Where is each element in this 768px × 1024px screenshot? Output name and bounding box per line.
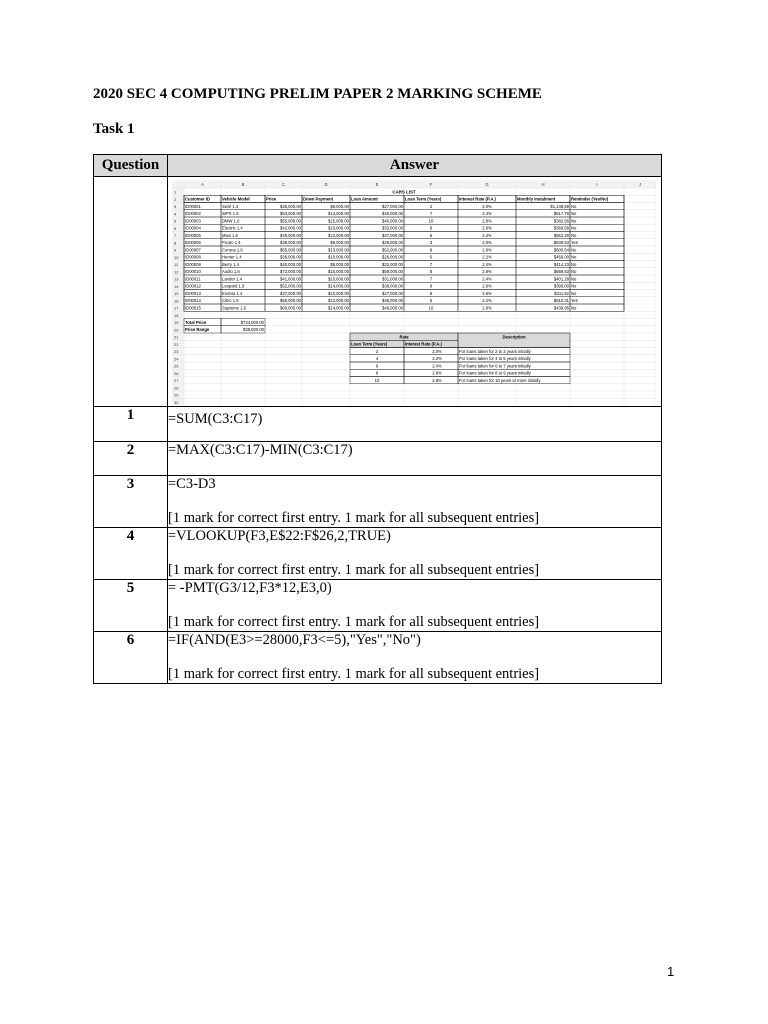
data-cell: No: [571, 211, 577, 217]
row-number: 27: [174, 378, 179, 383]
data-cell: $52,000.00: [382, 247, 403, 253]
data-cell: $600.54: [553, 247, 569, 253]
data-cell: Endora 1.4: [222, 290, 243, 296]
data-cell: 2.0%: [482, 203, 492, 209]
data-cell: Maxi 1.6: [222, 232, 238, 238]
rate-term: 8: [375, 370, 379, 376]
data-cell: $27,000.00: [382, 290, 403, 296]
summary-value: $38,000.00: [243, 327, 264, 333]
row-number: 19: [174, 320, 179, 325]
data-cell: ID00008: [185, 254, 201, 260]
data-cell: $15,000.00: [328, 218, 349, 224]
data-cell: 2.2%: [482, 254, 492, 260]
column-header: Down Payment: [303, 196, 334, 202]
answer-cell: [168, 528, 662, 580]
data-cell: No: [571, 283, 577, 289]
data-cell: $40,000.00: [382, 211, 403, 217]
marking-scheme-table: [93, 154, 662, 684]
row-number: 18: [174, 312, 179, 318]
data-cell: No: [571, 203, 577, 209]
data-cell: $37,000.00: [382, 232, 403, 238]
data-cell: ID00005: [185, 232, 201, 238]
answer-cell: [168, 476, 662, 528]
data-cell: $15,000.00: [328, 269, 349, 275]
row-number: 3: [174, 204, 177, 209]
data-cell: ID00006: [185, 240, 201, 246]
question-number: 5: [94, 580, 168, 632]
data-cell: $14,000.00: [328, 283, 349, 289]
column-header: Customer ID: [185, 196, 210, 202]
column-letter: B: [241, 182, 245, 187]
data-cell: ID00009: [185, 261, 201, 267]
rate-term: 4: [375, 356, 379, 362]
data-cell: DMW 1.6: [222, 218, 240, 224]
rate-value: 2.2%: [432, 356, 442, 362]
rate-description: For loans taken for 4 to 5 years initially: [459, 356, 531, 362]
data-cell: No: [571, 254, 577, 260]
row-number: 8: [174, 240, 177, 246]
data-cell: 2.8%: [482, 218, 492, 224]
marking-note: [1 mark for correct first entry. 1 mark for all subsequent entries]: [168, 614, 540, 630]
data-cell: WPX 1.6: [222, 211, 239, 217]
data-cell: Electric 1.4: [222, 225, 243, 231]
row-number: 22: [174, 341, 179, 347]
data-cell: $32,000.00: [382, 261, 403, 267]
formula-text: =MAX(C3:C17)-MIN(C3:C17): [168, 442, 353, 458]
data-cell: 2.4%: [482, 276, 492, 282]
data-cell: Picoto 1.4: [222, 240, 241, 246]
data-cell: $36,000.00: [280, 254, 301, 260]
data-cell: 9: [429, 283, 433, 289]
row-number: 5: [174, 218, 177, 224]
spreadsheet-row: [94, 177, 662, 407]
data-cell: $311.82: [554, 290, 569, 296]
data-cell: $14,000.00: [328, 305, 349, 311]
data-cell: $414.23: [553, 261, 569, 267]
column-letter: G: [485, 182, 489, 187]
page-number: 1: [667, 964, 675, 979]
data-cell: 7: [429, 276, 433, 282]
rate-description: For loans taken for 6 to 7 years initially: [459, 363, 531, 369]
data-cell: $58,000.00: [382, 269, 403, 275]
question-header: Question: [94, 155, 168, 177]
data-cell: $8,000.00: [330, 261, 349, 267]
data-cell: 8: [429, 247, 433, 253]
spreadsheet-question-cell: [94, 177, 168, 407]
data-cell: $49,000.00: [280, 232, 301, 238]
data-cell: $26,000.00: [382, 254, 403, 260]
data-cell: ID00012: [185, 283, 201, 289]
row-number: 13: [174, 276, 179, 282]
data-cell: $46,000.00: [382, 298, 403, 304]
column-header: Interest Rate (P.A.): [459, 196, 496, 202]
rate-value: 2.6%: [432, 370, 442, 376]
row-number: 14: [174, 283, 179, 289]
row-number: 11: [174, 262, 179, 267]
data-cell: 10: [428, 305, 434, 311]
row-number: 28: [174, 385, 179, 391]
data-cell: No: [571, 225, 577, 231]
row-number: 9: [174, 247, 177, 253]
question-number: 2: [94, 442, 168, 476]
data-cell: 2.4%: [482, 232, 492, 238]
data-cell: $29,000.00: [382, 240, 403, 246]
data-cell: 8: [429, 225, 433, 231]
data-cell: Supreme 1.6: [222, 305, 246, 311]
data-cell: $1,148.59: [550, 203, 569, 209]
data-cell: 2.6%: [482, 247, 492, 253]
data-cell: $38,000.00: [280, 240, 301, 246]
data-cell: 2: [429, 203, 433, 209]
data-cell: $37,000.00: [280, 290, 301, 296]
rate-term: 10: [374, 377, 380, 383]
row-number: 10: [174, 254, 179, 260]
data-cell: $41,000.00: [280, 276, 301, 282]
row-number: 16: [174, 298, 179, 304]
data-cell: $458.00: [553, 254, 569, 260]
row-number: 12: [174, 269, 179, 275]
data-cell: $395.00: [553, 283, 569, 289]
summary-value: $734,000.00: [240, 319, 264, 325]
column-header: Loan Amount: [351, 196, 378, 202]
question-number: 3: [94, 476, 168, 528]
column-header: Monthly Instalment: [517, 196, 556, 202]
data-cell: $42,000.00: [280, 225, 301, 231]
formula-text: =C3-D3: [168, 476, 216, 492]
data-cell: $38,000.00: [382, 283, 403, 289]
data-cell: $669.83: [553, 269, 569, 275]
data-cell: 3: [429, 240, 433, 246]
data-cell: Yes: [571, 240, 578, 246]
rate-value: 2.4%: [432, 363, 442, 369]
data-cell: $10,000.00: [328, 276, 349, 282]
data-cell: Hunter 1.4: [222, 254, 242, 260]
data-cell: No: [571, 305, 577, 311]
column-letter: I: [596, 182, 598, 187]
row-number: 4: [174, 211, 177, 217]
data-cell: No: [571, 247, 577, 253]
data-cell: $10,000.00: [328, 225, 349, 231]
data-cell: $52,000.00: [280, 283, 301, 289]
table-header-row: [94, 155, 662, 177]
data-cell: Leopard 1.6: [222, 283, 245, 289]
data-cell: No: [571, 218, 577, 224]
data-cell: $517.78: [553, 211, 569, 217]
data-cell: Swirl 1.4: [222, 203, 239, 209]
question-number: 4: [94, 528, 168, 580]
sheet-background: [172, 180, 656, 405]
data-cell: 2.0%: [482, 240, 492, 246]
data-cell: $55,000.00: [280, 218, 301, 224]
data-cell: Citric 1.6: [222, 298, 239, 304]
column-header: Price: [266, 196, 277, 202]
data-cell: $27,000.00: [382, 203, 403, 209]
column-letter: A: [201, 182, 204, 187]
rate-description: For loans taken for 10 years or more initially: [459, 377, 541, 383]
data-cell: ID00014: [185, 298, 201, 304]
data-cell: $53,000.00: [280, 211, 301, 217]
data-cell: No: [571, 232, 577, 238]
answer-cell: [168, 632, 662, 684]
row-number: 6: [174, 225, 177, 231]
data-cell: $58,000.00: [280, 298, 301, 304]
question-number: 6: [94, 632, 168, 684]
row-number: 7: [174, 233, 177, 238]
data-cell: $369.56: [553, 225, 569, 231]
data-cell: $830.63: [553, 240, 569, 246]
summary-label: Total Price: [185, 319, 207, 325]
data-cell: $552.29: [553, 232, 569, 238]
data-cell: No: [571, 261, 577, 267]
row-number: 2: [174, 196, 177, 202]
data-cell: $8,000.00: [330, 203, 349, 209]
data-cell: 7: [429, 261, 433, 267]
data-cell: $13,000.00: [328, 247, 349, 253]
row-number: 24: [174, 356, 179, 362]
data-cell: ID00013: [185, 290, 201, 296]
document-title: 2020 SEC 4 COMPUTING PRELIM PAPER 2 MARKING SCHEME: [93, 86, 542, 102]
row-number: 26: [174, 370, 179, 376]
formula-text: =VLOOKUP(F3,E$22:F$26,2,TRUE): [168, 528, 391, 544]
data-cell: $31,000.00: [382, 276, 403, 282]
answer-row-2: [94, 442, 662, 476]
data-cell: ID00003: [185, 218, 201, 224]
data-cell: $46,000.00: [382, 305, 403, 311]
data-cell: $10,000.00: [328, 290, 349, 296]
data-cell: $12,000.00: [328, 232, 349, 238]
data-cell: $382.56: [553, 218, 569, 224]
data-cell: No: [571, 269, 577, 275]
answer-row-6: [94, 632, 662, 684]
data-cell: ID00011: [185, 276, 201, 282]
data-cell: Audio 1.6: [222, 269, 240, 275]
marking-note: [1 mark for correct first entry. 1 mark for all subsequent entries]: [168, 562, 540, 578]
formula-text: =IF(AND(E3>=28000,F3<=5),"Yes","No"): [168, 632, 421, 648]
data-cell: ID00015: [185, 305, 201, 311]
column-header: Vehicle Model: [222, 196, 250, 202]
data-cell: Lander 1.4: [222, 276, 243, 282]
data-cell: No: [571, 290, 577, 296]
data-cell: Berry 1.4: [222, 261, 239, 267]
column-header-band: [172, 180, 656, 188]
data-cell: $401.28: [553, 276, 569, 282]
spreadsheet-image: [172, 180, 656, 405]
column-header: Loan Term (Years): [405, 196, 442, 202]
row-number: 21: [174, 334, 179, 340]
answer-row-5: [94, 580, 662, 632]
data-cell: $12,000.00: [328, 298, 349, 304]
answer-header: Answer: [168, 155, 662, 177]
data-cell: 2.8%: [482, 305, 492, 311]
answer-row-3: [94, 476, 662, 528]
column-letter: H: [541, 182, 545, 187]
summary-label: Price Range: [185, 327, 210, 333]
description-header: Description: [502, 334, 526, 340]
data-cell: Corona 1.6: [222, 247, 243, 253]
data-cell: 6: [429, 232, 433, 238]
answer-row-1: [94, 407, 662, 442]
data-cell: $10,000.00: [328, 254, 349, 260]
data-cell: Yes: [571, 298, 578, 304]
column-letter: C: [281, 182, 286, 187]
data-cell: $40,000.00: [382, 218, 403, 224]
rate-subheader: Interest Rate (P.A.): [405, 341, 442, 347]
rate-header: Rate: [399, 334, 409, 340]
data-cell: 2.6%: [482, 269, 492, 275]
data-cell: ID00002: [185, 211, 201, 217]
data-cell: $13,000.00: [328, 211, 349, 217]
data-cell: 2.4%: [482, 211, 492, 217]
data-cell: $32,000.00: [382, 225, 403, 231]
data-cell: 5: [429, 254, 433, 260]
spreadsheet-cell: [168, 177, 662, 407]
data-cell: ID00001: [185, 203, 201, 209]
rate-value: 2.0%: [432, 348, 442, 354]
data-cell: $60,000.00: [280, 305, 301, 311]
data-cell: $810.31: [553, 298, 569, 304]
row-number: 17: [174, 305, 179, 311]
data-cell: $65,000.00: [280, 247, 301, 253]
task-heading: Task 1: [93, 121, 135, 137]
formula-text: =SUM(C3:C17): [168, 411, 263, 427]
data-cell: 2.6%: [482, 290, 492, 296]
column-header: Reminder (Yes/No): [571, 196, 609, 202]
rate-term: 6: [375, 363, 379, 369]
answer-cell: [168, 442, 662, 476]
data-cell: ID00010: [185, 269, 201, 275]
row-number: 15: [174, 291, 179, 296]
rate-description: For loans taken for 8 to 9 years initially: [459, 370, 531, 376]
data-cell: $40,000.00: [280, 261, 301, 267]
data-cell: 2.2%: [482, 298, 492, 304]
data-cell: 7: [429, 211, 433, 217]
data-cell: ID00007: [185, 247, 201, 253]
column-letter: E: [375, 182, 379, 187]
data-cell: 8: [429, 269, 433, 275]
formula-text: = -PMT(G3/12,F3*12,E3,0): [168, 580, 332, 596]
column-letter: J: [638, 182, 642, 187]
sheet-title: CARS LIST: [392, 189, 416, 195]
marking-note: [1 mark for correct first entry. 1 mark for all subsequent entries]: [168, 510, 540, 526]
rate-description: For loans taken for 2 to 3 years initially: [459, 348, 531, 354]
row-number: 29: [174, 392, 179, 398]
marking-note: [1 mark for correct first entry. 1 mark for all subsequent entries]: [168, 666, 540, 682]
data-cell: $73,000.00: [280, 269, 301, 275]
data-cell: 2.6%: [482, 225, 492, 231]
column-letter: D: [324, 182, 328, 187]
data-cell: No: [571, 276, 577, 282]
answer-cell: [168, 407, 662, 442]
data-cell: $439.95: [553, 305, 569, 311]
rate-value: 2.8%: [432, 377, 442, 383]
answer-cell: [168, 580, 662, 632]
answer-row-4: [94, 528, 662, 580]
data-cell: 2.4%: [482, 261, 492, 267]
data-cell: 2.6%: [482, 283, 492, 289]
data-cell: 10: [428, 218, 434, 224]
row-number: 30: [174, 399, 179, 405]
rate-subheader: Loan Term (Years): [351, 341, 388, 347]
data-cell: ID00004: [185, 225, 201, 231]
row-number: 25: [174, 363, 179, 369]
data-cell: $9,000.00: [330, 240, 349, 246]
data-cell: 5: [429, 298, 433, 304]
question-number: 1: [94, 407, 168, 442]
column-letter: F: [429, 182, 433, 187]
rate-term: 2: [375, 348, 379, 354]
row-number: 20: [174, 327, 179, 333]
data-cell: 8: [429, 290, 433, 296]
row-number: 1: [174, 189, 177, 195]
data-cell: $35,000.00: [280, 203, 301, 209]
row-number: 23: [174, 349, 179, 354]
